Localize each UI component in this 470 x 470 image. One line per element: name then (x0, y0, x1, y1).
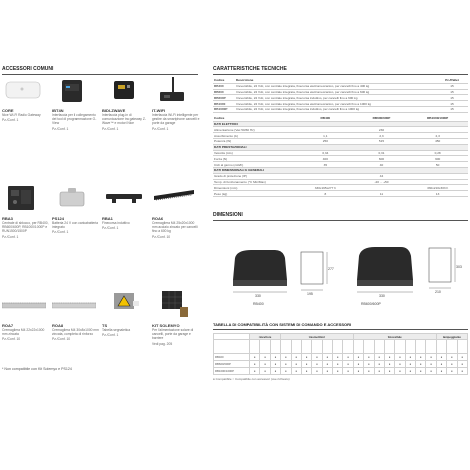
dimension-depth: 210 (435, 290, 441, 294)
header-cell: Codice (213, 78, 235, 83)
model-description: Irreversibile, 24 Vdc, con centrale integrata, finecorsa elettromeccanico, per cancelli fino a 1000 kg (235, 101, 436, 107)
wifi-module-icon (152, 76, 196, 104)
accessory-pack: Pz./Conf. 1 (52, 230, 69, 235)
product-cell (250, 340, 260, 354)
spec-value: 11 (356, 191, 408, 197)
accessory-description: Tabella segnaletica (102, 328, 131, 332)
compatibility-section (213, 322, 468, 381)
accessory-card (152, 291, 200, 346)
product-cell (291, 340, 301, 354)
accessory-description: Nice Wi-Fi Radio Gateway (2, 113, 41, 117)
accessory-card (2, 291, 50, 341)
header-cell: Pz./Pallet (436, 78, 468, 83)
spec-value: 44 (356, 173, 408, 179)
spec-label: Grado di protezione (IP) (213, 173, 295, 179)
spec-value: 40 (356, 162, 408, 168)
specs-table (213, 116, 468, 197)
product-cell (384, 340, 394, 354)
spec-value: 0,31 (356, 150, 408, 156)
model-code: RB1000 (213, 101, 235, 107)
group-title: DATI DIMENSIONALI E GENERALI (213, 168, 468, 174)
model-qty: 15 (436, 89, 468, 95)
accessory-pack: Pz./Conf. 10 (2, 337, 21, 342)
product-cell (301, 340, 311, 354)
table-row: RB400 ● ● ● ● ● ● ● ● ● ● ● ● ● ● ● ● ● ● ● ● ● (214, 354, 468, 361)
model-description: Irreversibile, 24 Vdc, con centrale integrata, finecorsa elettromeccanico, per cancelli fino a 600 kg (235, 89, 436, 95)
model-code: RB400 (213, 83, 235, 89)
accessory-description: Per l'alimentazione solare di cancelli, porte da garage e barriere (152, 328, 194, 341)
product-cell (436, 340, 446, 354)
accessory-description: Cremagliera M4 22x22x1000 mm zincata (2, 328, 45, 337)
accessory-name: ROA7 (2, 323, 14, 328)
rack-icon (152, 184, 196, 212)
category-cell: fotocellule (353, 334, 436, 340)
spec-value: 0,34 (295, 150, 356, 156)
product-row (214, 340, 468, 354)
dimension-label: RB600/600P (361, 302, 381, 306)
section-divider (213, 74, 468, 75)
product-cell (322, 340, 332, 354)
accessory-description: Batteria 24 V con caricabatteria integrato (52, 221, 98, 230)
table-row (213, 191, 468, 197)
accessory-name: CORE (2, 108, 14, 113)
spec-value: 2,3 (356, 133, 408, 139)
warning-sign-icon (102, 291, 146, 319)
spec-label: Cicli al giorno (cicli/h) (213, 162, 295, 168)
spec-value: 600 (356, 156, 408, 162)
accessory-card (2, 76, 50, 122)
models-table (213, 78, 468, 113)
product-cell (364, 340, 374, 354)
spec-value: 515 (356, 139, 408, 145)
accessory-pack: Pz./Conf. 1 (102, 126, 119, 131)
product-cell (426, 340, 436, 354)
dimension-width: 330 (379, 294, 385, 298)
table-row (213, 107, 468, 113)
gateway-icon (2, 76, 46, 104)
spec-value: 1,1 (295, 133, 356, 139)
product-cell (281, 340, 291, 354)
header-cell: RB1000/1000P (407, 116, 468, 121)
accessory-description: Cremagliera M4 30x8x1000 mm zincata, completa di rinforzo (52, 328, 99, 337)
accessory-card (102, 291, 150, 337)
model-cell: RB600/600P (214, 361, 250, 368)
model-code: RB1000P (213, 107, 235, 113)
model-qty: 15 (436, 95, 468, 101)
battery-icon (52, 184, 96, 212)
accessory-name: ROA6 (152, 216, 164, 221)
dimensions-title: DIMENSIONI (213, 212, 243, 218)
accessory-card (152, 76, 200, 131)
model-code: RB600P (213, 95, 235, 101)
accessory-description: Interfaccia Wi-Fi intelligente per gestire da smartphone cancelli e porte da garage (152, 113, 200, 126)
spec-label: Dimensioni (mm) (213, 185, 295, 191)
accessory-pack: Pz./Conf. 1 (152, 126, 169, 131)
model-qty: 15 (436, 83, 468, 89)
accessory-description: Cremagliera M4 25x20x1000 mm acciaio zincato per cancelli fino a 600 kg (152, 221, 198, 234)
product-cell (395, 340, 405, 354)
compatibility-table (213, 333, 468, 375)
accessory-card (52, 184, 100, 234)
header-cell: Descrizione (235, 78, 436, 83)
model-cell: RB400 (214, 354, 250, 361)
accessory-name: BIDI-ZWAVE (102, 108, 126, 113)
limit-switch-icon (102, 184, 146, 212)
model-description: Irreversibile, 24 Vdc, con centrale integrata, finecorsa induttivo, per cancelli fino a 1000 kg (235, 107, 436, 113)
accessory-card (52, 291, 100, 341)
spec-value: 250 (295, 139, 356, 145)
empty-cell (214, 340, 250, 354)
accessory-pack: Pz./Conf. 10 (152, 234, 171, 239)
spec-label: Assorbimento (A) (213, 133, 295, 139)
accessory-card (52, 76, 100, 131)
accessory-description: Finecorsa induttivo (102, 221, 130, 225)
compatibility-title: TABELLA DI COMPATIBILITÀ CON SISTEMI DI COMANDO E ACCESSORI (213, 322, 352, 327)
plugin-icon (102, 76, 146, 104)
tech-specs-section (213, 66, 468, 197)
solar-kit-icon (152, 291, 196, 319)
spec-value: 900 (407, 156, 468, 162)
product-cell (343, 340, 353, 354)
spec-value: -20 ... +50 (356, 179, 408, 185)
section-divider (2, 74, 198, 75)
spec-value: 400 (295, 156, 356, 162)
accessory-name: RBA1 (102, 216, 113, 221)
spec-label: Alimentazione (Vac 50/60 Hz) (213, 127, 295, 133)
accessory-description: Interfaccia plug-in di comunicazione tra gateway Z-Wave™ e motori Nice (102, 113, 146, 126)
category-cell: trasmettitori (281, 334, 354, 340)
accessories-title: ACCESSORI COMUNI (2, 66, 54, 72)
accessory-card (2, 184, 50, 239)
accessory-pack: Pz./Conf. 1 (2, 118, 19, 123)
spec-label: Peso (kg) (213, 191, 295, 197)
spec-value: 13 (407, 191, 468, 197)
accessory-description: Interfaccia per il collegamento del tool di programmazione O-View (52, 113, 97, 126)
product-cell (416, 340, 426, 354)
model-description: Irreversibile, 24 Vdc, con centrale integrata, finecorsa elettromeccanico, per cancelli fino a 400 kg (235, 83, 436, 89)
spec-value: 450 (407, 139, 468, 145)
category-cell: ricevitore (250, 334, 281, 340)
product-cell (260, 340, 270, 354)
table-row: RB1000/1000P ● ● ● ● ● ● ● ● ● ● ● ● ● ● ● ● ● ● ● ● ● (214, 368, 468, 375)
accessory-pack: Pz./Conf. 1 (52, 126, 69, 131)
spec-value: 330x195x277 h (295, 185, 356, 191)
header-cell: RB600/600P (356, 116, 408, 121)
accessory-name: IBT4N (52, 108, 64, 113)
rack-icon (52, 291, 96, 319)
spec-value: 35 (295, 162, 356, 168)
dimension-drawing-rb400 (215, 240, 335, 302)
header-cell: RB400 (295, 116, 356, 121)
accessory-pack: Pz./Conf. 1 (102, 333, 119, 338)
spec-value: 230 (356, 127, 408, 133)
accessory-name: KIT SOLEMYO (152, 323, 180, 328)
product-cell (312, 340, 322, 354)
group-title: DATI PRESTAZIONALI (213, 144, 468, 150)
accessory-name: ROA8 (52, 323, 64, 328)
model-cell: RB1000/1000P (214, 368, 250, 375)
compatibility-note: ● Compatibile ○ Compatibile con accessori (ove richiesto) (213, 377, 290, 382)
product-cell (353, 340, 363, 354)
model-qty: 15 (436, 101, 468, 107)
product-cell (405, 340, 415, 354)
accessory-name: TS (102, 323, 108, 328)
accessory-card (152, 184, 200, 239)
accessory-description: Centrale di sblocco, per RB400, RB600/600P, RB1000/1000P e RUN1500/1500P (2, 221, 49, 234)
footnote: * Non compatibile con Kit Solemyo e PS124 (2, 367, 72, 371)
product-cell (270, 340, 280, 354)
spec-value: 0,28 (407, 150, 468, 156)
spec-value: 2,3 (407, 133, 468, 139)
dimension-height: 303 (456, 265, 462, 269)
accessories-section (2, 66, 200, 346)
rack-icon (2, 291, 46, 319)
model-description: Irreversibile, 24 Vdc, con centrale integrata, finecorsa induttivo, per cancelli fino a 600 kg (235, 95, 436, 101)
dimension-label: RB400 (253, 302, 264, 306)
section-divider (213, 220, 468, 221)
accessory-card (102, 76, 150, 131)
model-code: RB600 (213, 89, 235, 95)
dimension-width: 330 (255, 294, 261, 298)
accessory-name: IT-WIFI (152, 108, 166, 113)
accessory-pack: Vedi pag. 205 (152, 341, 173, 346)
dimension-height: 277 (328, 267, 334, 271)
dimensions-section (213, 212, 468, 312)
spec-value: 50 (407, 162, 468, 168)
accessory-name: PS124 (52, 216, 65, 221)
interface-icon (52, 76, 96, 104)
section-divider (213, 329, 468, 330)
product-cell (333, 340, 343, 354)
product-cell (457, 340, 468, 354)
accessory-pack: Pz./Conf. 10 (52, 337, 71, 342)
spec-label: Temp. di funzionamento (°C Min/Max) (213, 179, 295, 185)
product-cell (374, 340, 384, 354)
accessory-pack: Pz./Conf. 1 (2, 234, 19, 239)
spec-label: Forza (N) (213, 156, 295, 162)
accessory-name: RBA3 (2, 216, 13, 221)
spec-label: Potenza (W) (213, 139, 295, 145)
release-unit-icon (2, 184, 46, 212)
category-cell: lampeggiante (436, 334, 467, 340)
tech-specs-title: CARATTERISTICHE TECNICHE (213, 66, 287, 72)
header-cell: Codice (213, 116, 295, 121)
group-title: DATI ELETTRICI (213, 121, 468, 127)
product-cell (447, 340, 457, 354)
spec-value: 8 (295, 191, 356, 197)
dimension-drawing-rb600-rb1000 (341, 238, 467, 302)
accessory-pack: Pz./Conf. 1 (102, 226, 119, 231)
dimension-depth: 195 (307, 292, 313, 296)
model-qty: 15 (436, 107, 468, 113)
spec-value: 330x210x303 h (407, 185, 468, 191)
table-row: RB600/600P ● ● ● ● ● ● ● ● ● ● ● ● ● ● ● ● ● ● ● ● ● (214, 361, 468, 368)
spec-label: Velocità (m/s) (213, 150, 295, 156)
accessory-card (102, 184, 150, 230)
